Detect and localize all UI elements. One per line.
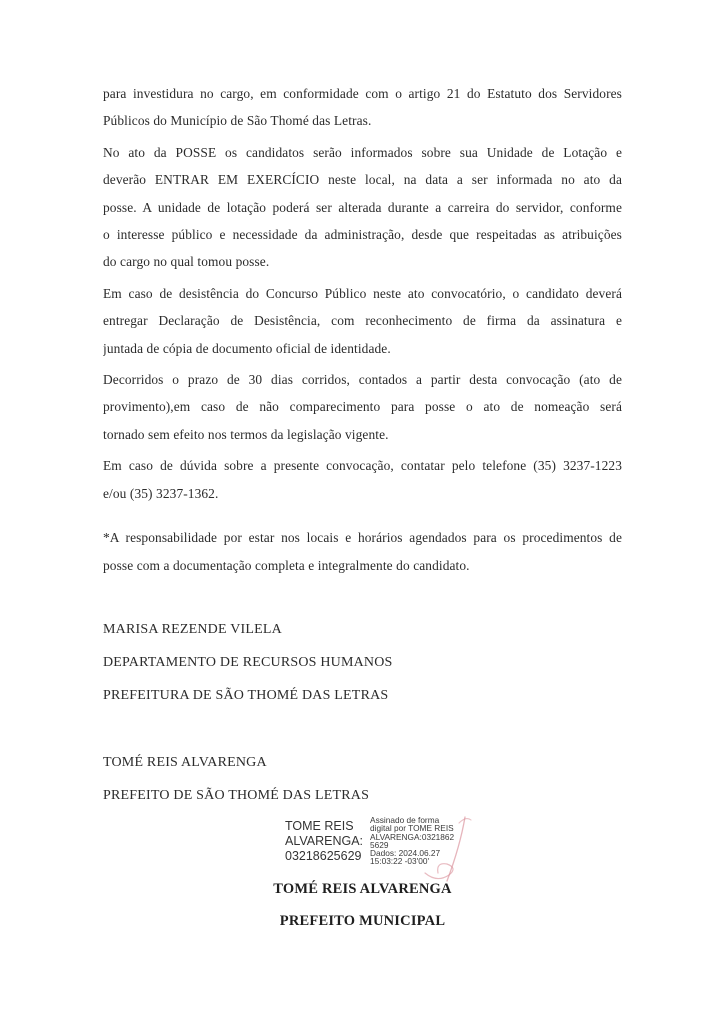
digital-signature-stamp (285, 815, 622, 873)
signature-detail-line: Dados: 2024.06.27 (370, 848, 441, 859)
signature-subject (285, 819, 363, 864)
text-line: posse com a documentação completa e integralmente do candidato. (103, 557, 470, 573)
text-line: entregar Declaração de Desistência, com reconhecimento de firma da assinatura e (103, 313, 622, 329)
signatory-name: TOMÉ REIS ALVARENGA (103, 754, 267, 770)
text-line: deverão ENTRAR EM EXERCÍCIO neste local, na data a ser informada no ato da (103, 172, 622, 188)
text-line: No ato da POSSE os candidatos serão informados sobre sua Unidade de Lotação e (103, 144, 622, 160)
text-line: juntada de cópia de documento oficial de identidade. (103, 340, 391, 356)
body-paragraph-1 (103, 80, 622, 135)
signature-detail-line: ALVARENGA:0321862 (370, 831, 455, 842)
mayor-signatory-block (103, 746, 622, 812)
text-line: o interesse público e necessidade da administração, desde que respeitadas as atribuições (103, 227, 622, 243)
text-line: provimento),em caso de não comparecimento para posse o ato de nomeação será (103, 399, 622, 415)
body-paragraph-5 (103, 452, 622, 507)
signatory-name: MARISA REZENDE VILELA (103, 621, 282, 637)
body-paragraph-2 (103, 139, 622, 276)
text-line: e/ou (35) 3237-1362. (103, 485, 219, 501)
text-line: *A responsabilidade por estar nos locais e horários agendados para os procedimentos de (103, 530, 622, 546)
signature-caption (103, 873, 622, 937)
signature-subject-line: TOME REIS (285, 818, 354, 833)
text-line: posse. A unidade de lotação poderá ser alterada durante a carreira do servidor, conforme (103, 199, 622, 215)
document-content (103, 80, 622, 937)
signature-detail-line: Assinado de forma (370, 814, 440, 825)
signature-detail-line: digital por TOME REIS (370, 823, 454, 834)
body-paragraph-3 (103, 280, 622, 362)
hr-signatory-block (103, 613, 622, 712)
signature-caption-title: PREFEITO MUNICIPAL (279, 912, 446, 929)
signature-detail-line: 5629 (370, 839, 389, 850)
signature-caption-name: TOMÉ REIS ALVARENGA (273, 880, 452, 897)
signatory-title: PREFEITO DE SÃO THOMÉ DAS LETRAS (103, 787, 370, 803)
text-line: Decorridos o prazo de 30 dias corridos, contados a partir desta convocação (ato de (103, 372, 622, 388)
text-line: Públicos do Município de São Thomé das Letras. (103, 113, 372, 129)
text-line: Em caso de dúvida sobre a presente convocação, contatar pelo telefone (35) 3237-1223 (103, 458, 622, 474)
responsibility-note (103, 524, 622, 579)
body-paragraph-4 (103, 366, 622, 448)
text-line: para investidura no cargo, em conformidade com o artigo 21 do Estatuto dos Servidores (103, 86, 622, 101)
signature-subject-line: 03218625629 (285, 848, 362, 863)
text-line: tornado sem efeito nos termos da legislação vigente. (103, 426, 389, 442)
signature-detail-line: 15:03:22 -03'00' (370, 856, 430, 867)
signatory-organization: PREFEITURA DE SÃO THOMÉ DAS LETRAS (103, 687, 389, 703)
signatory-department: DEPARTAMENTO DE RECURSOS HUMANOS (103, 654, 393, 670)
signature-details (370, 816, 454, 866)
text-line: Em caso de desistência do Concurso Público neste ato convocatório, o candidato deverá (103, 285, 622, 301)
text-line: do cargo no qual tomou posse. (103, 254, 270, 270)
signature-subject-line: ALVARENGA: (285, 833, 364, 848)
